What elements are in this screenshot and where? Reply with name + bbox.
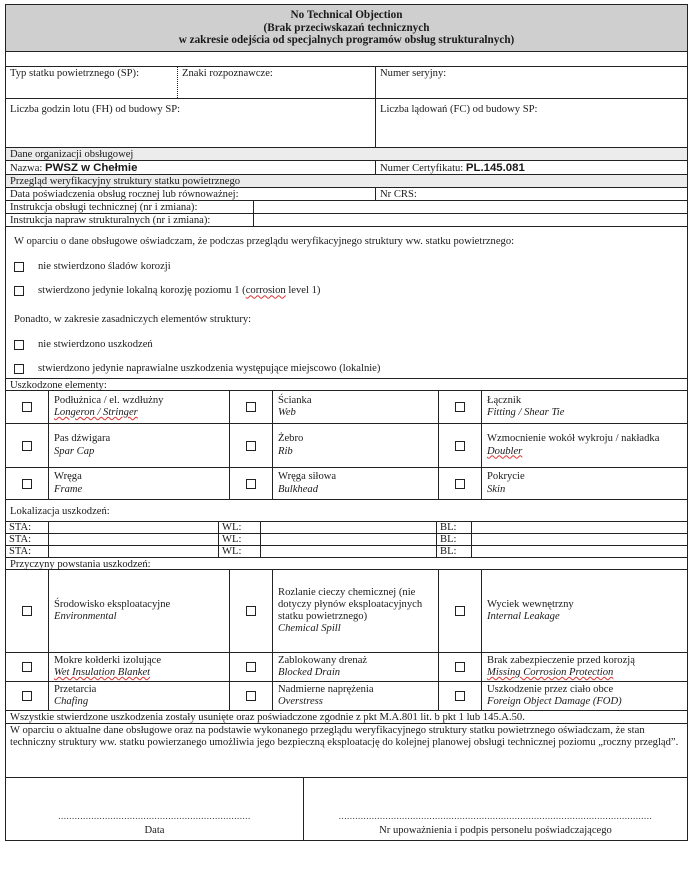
item-label — [49, 570, 230, 652]
item-name-en: Rib — [278, 445, 293, 457]
item-name-pl: Przetarcia — [54, 683, 97, 695]
item-name-pl: Podłużnica / el. wzdłużny — [54, 394, 164, 406]
date-dotted-line: ...................................................................... — [58, 810, 251, 821]
option-local-corrosion-term: corrosion — [245, 285, 286, 297]
item-name-en: Frame — [54, 483, 83, 495]
review-section-label: Przegląd weryfikacyjny struktury statku powietrznego — [10, 176, 241, 187]
aircraft-usage-row — [6, 99, 687, 148]
signature-row — [6, 778, 687, 840]
location-wl-label: WL: — [219, 546, 261, 557]
causes-grid-row — [6, 570, 687, 653]
checkbox-cell[interactable] — [6, 682, 49, 710]
checkbox-cell[interactable] — [439, 682, 482, 710]
item-name-pl: Nadmierne naprężenia — [278, 683, 374, 695]
review-date-label: Data poświadczenia obsług rocznej lub równoważnej: — [10, 189, 239, 200]
repair-manual-row[interactable] — [6, 214, 687, 227]
option-local-corrosion-label — [38, 285, 320, 297]
review-date-row — [6, 188, 687, 201]
item-name-pl: Wyciek wewnętrzny — [487, 598, 574, 610]
checkbox[interactable] — [22, 606, 32, 616]
landings-label: Liczba lądowań (FC) od budowy SP: — [380, 104, 538, 115]
review-date-field[interactable] — [6, 188, 376, 200]
damaged-section-label: Uszkodzone elementy: — [10, 380, 107, 392]
date-field[interactable] — [6, 778, 304, 840]
checkbox[interactable] — [455, 441, 465, 451]
location-section-row — [6, 500, 687, 522]
flight-hours-field[interactable] — [6, 99, 376, 147]
checkbox[interactable] — [22, 662, 32, 672]
location-row — [6, 534, 687, 546]
item-name-en: Web — [278, 407, 296, 419]
flight-hours-label: Liczba godzin lotu (FH) od budowy SP: — [10, 104, 181, 115]
crs-label: Nr CRS: — [380, 189, 417, 200]
item-label — [273, 424, 439, 467]
damaged-section-row — [6, 379, 687, 391]
form-title: No Technical Objection — [290, 8, 403, 21]
option-local-damage[interactable] — [14, 358, 679, 376]
checkbox[interactable] — [455, 402, 465, 412]
item-label — [49, 682, 230, 710]
maintenance-manual-label: Instrukcja obsługi technicznej (nr i zmiana): — [6, 201, 254, 213]
checkbox-cell[interactable] — [439, 391, 482, 423]
checkbox[interactable] — [246, 691, 256, 701]
damaged-grid-row — [6, 424, 687, 468]
item-name-en: Chemical Spill — [278, 623, 341, 635]
causes-grid-row — [6, 653, 687, 682]
signature-label: Nr upoważnienia i podpis personelu poświadczającego — [379, 824, 612, 836]
statement-intro: W oparciu o dane obsługowe oświadczam, że podczas przeglądu weryfikacyjnego struktury ww. statku powietrznego: — [14, 236, 515, 247]
location-value-field[interactable] — [49, 534, 219, 545]
item-label — [482, 468, 687, 499]
causes-grid-row — [6, 682, 687, 711]
checkbox[interactable] — [455, 662, 465, 672]
checkbox[interactable] — [246, 402, 256, 412]
item-name-en: Wet Insulation Blanket — [54, 667, 151, 679]
item-name-en: Skin — [487, 483, 506, 495]
certificate-field — [376, 161, 687, 174]
checkbox[interactable] — [22, 479, 32, 489]
item-name-en: Overstress — [278, 696, 323, 708]
location-value-field[interactable] — [472, 546, 687, 557]
checkbox-no-corrosion[interactable] — [14, 262, 24, 272]
landings-field[interactable] — [376, 99, 687, 147]
item-name-pl: Łącznik — [487, 394, 522, 406]
location-bl-label: BL: — [437, 546, 472, 557]
item-name-pl: Pokrycie — [487, 471, 525, 483]
option-no-corrosion[interactable] — [14, 256, 679, 280]
item-label — [273, 391, 439, 423]
no-technical-objection-form — [5, 4, 688, 841]
location-value-field[interactable] — [472, 534, 687, 545]
location-row — [6, 522, 687, 534]
option-no-damage-label: nie stwierdzono uszkodzeń — [38, 338, 153, 350]
checkbox-cell[interactable] — [439, 468, 482, 499]
aircraft-type-field[interactable] — [6, 67, 178, 98]
damaged-elements-grid — [6, 391, 687, 500]
item-label — [49, 468, 230, 499]
declaration-text: W oparciu o aktualne dane obsługowe oraz na podstawie wykonanego przeglądu weryfikacyjnego struktury statku powietrznego oświadczam, że stan techniczny struktury ww. statku powierzanego umożliwia jego bezpieczną eksploatację do kolejnej planowej obsługi technicznej poziomu „roczny przegląd”. — [10, 725, 679, 749]
item-name-en: Fitting / Shear Tie — [487, 407, 565, 419]
declaration-row — [6, 724, 687, 778]
item-label — [49, 653, 230, 681]
org-name-row — [6, 161, 687, 175]
checkbox-cell[interactable] — [6, 468, 49, 499]
statement-block — [6, 227, 687, 379]
statement-moreover: Ponadto, w zakresie zasadniczych elementów struktury: — [14, 313, 252, 325]
item-label — [49, 391, 230, 423]
causes-section-label: Przyczyny powstania uszkodzeń: — [10, 559, 151, 571]
spacer-row — [6, 52, 687, 67]
item-name-pl: Uszkodzenie przez ciało obce — [487, 683, 614, 695]
checkbox-cell[interactable] — [6, 391, 49, 423]
checkbox-local-corrosion[interactable] — [14, 286, 24, 296]
checkbox-cell[interactable] — [439, 570, 482, 652]
item-name-en: Spar Cap — [54, 445, 95, 457]
option-no-damage[interactable] — [14, 334, 679, 358]
checkbox[interactable] — [22, 441, 32, 451]
item-name-en: Chafing — [54, 696, 89, 708]
org-section-row — [6, 148, 687, 161]
damaged-grid-row — [6, 468, 687, 500]
location-value-field[interactable] — [261, 534, 437, 545]
checkbox[interactable] — [455, 691, 465, 701]
checkbox-cell[interactable] — [230, 424, 273, 467]
location-value-field[interactable] — [49, 546, 219, 557]
form-subtitle-line1: (Brak przeciwskazań technicznych — [263, 21, 430, 34]
location-wl-label: WL: — [219, 522, 261, 533]
org-name-field — [6, 161, 376, 174]
item-label — [273, 468, 439, 499]
item-label — [273, 653, 439, 681]
certificate-label: Numer Certyfikatu: — [380, 163, 464, 174]
item-name-pl: Żebro — [278, 433, 304, 445]
org-name-label: Nazwa: — [10, 163, 43, 174]
item-name-en: Missing Corrosion Protection — [487, 667, 614, 679]
repair-manual-value[interactable] — [254, 214, 687, 226]
checkbox-cell[interactable] — [230, 468, 273, 499]
option-local-corrosion[interactable] — [14, 280, 679, 304]
item-name-pl: Pas dźwigara — [54, 433, 111, 445]
location-wl-label: WL: — [219, 534, 261, 545]
item-name-pl: Brak zabezpieczenie przed korozją — [487, 654, 635, 666]
org-section-label: Dane organizacji obsługowej — [10, 149, 134, 160]
option-local-corrosion-text: stwierdzono jedynie lokalną korozję poziomu 1 ( — [38, 285, 246, 297]
option-no-corrosion-label: nie stwierdzono śladów korozji — [38, 261, 171, 273]
form-subtitle-line2: w zakresie odejścia od specjalnych programów obsług strukturalnych) — [178, 34, 515, 47]
checkbox[interactable] — [22, 402, 32, 412]
aircraft-type-label: Typ statku powietrznego (SP): — [10, 68, 140, 79]
item-name-pl: Mokre kołderki izolujące — [54, 654, 162, 666]
certificate-value: PL.145.081 — [465, 162, 525, 174]
item-label — [482, 391, 687, 423]
checkbox[interactable] — [455, 479, 465, 489]
item-name-pl: Środowisko eksploatacyjne — [54, 598, 171, 610]
checkbox-cell[interactable] — [6, 424, 49, 467]
location-sta-label: STA: — [6, 534, 49, 545]
damaged-grid-row — [6, 391, 687, 424]
item-name-en: Bulkhead — [278, 483, 319, 495]
signature-dotted-line: .................................................................................................................. — [338, 810, 653, 821]
org-name-value: PWSZ w Chełmie — [45, 162, 138, 174]
item-name-pl: Wzmocnienie wokół wykroju / nakładka — [487, 433, 660, 445]
registration-field[interactable] — [178, 67, 376, 98]
item-name-pl: Zablokowany drenaż — [278, 654, 368, 666]
checkbox-local-damage[interactable] — [14, 364, 24, 374]
item-label — [482, 653, 687, 681]
item-label — [273, 682, 439, 710]
option-local-damage-label: stwierdzono jedynie naprawialne uszkodzenia występujące miejscowo (lokalnie) — [38, 362, 381, 374]
removed-statement: Wszystkie stwierdzone uszkodzenia zostały usunięte oraz poświadczone zgodnie z pkt M.A.801 lit. b pkt 1 lub 145.A.50. — [10, 712, 525, 724]
signature-field[interactable] — [304, 778, 687, 840]
location-rows — [6, 522, 687, 558]
causes-section-row — [6, 558, 687, 570]
registration-label: Znaki rozpoznawcze: — [182, 68, 273, 79]
option-local-corrosion-level: level 1) — [285, 285, 321, 297]
checkbox[interactable] — [246, 441, 256, 451]
checkbox-cell[interactable] — [6, 570, 49, 652]
location-value-field[interactable] — [49, 522, 219, 533]
checkbox[interactable] — [455, 606, 465, 616]
item-name-en: Doubler — [487, 445, 523, 457]
item-name-pl: Ścianka — [278, 394, 312, 406]
item-name-en: Foreign Object Damage (FOD) — [487, 696, 622, 708]
checkbox-cell[interactable] — [230, 653, 273, 681]
location-value-field[interactable] — [261, 522, 437, 533]
location-row — [6, 546, 687, 558]
item-name-pl: Rozlanie cieczy chemicznej (nie dotyczy płynów eksploatacyjnych statku powietrznego) — [278, 586, 423, 623]
checkbox[interactable] — [246, 479, 256, 489]
item-label — [273, 570, 439, 652]
checkbox-no-damage[interactable] — [14, 340, 24, 350]
checkbox[interactable] — [246, 662, 256, 672]
checkbox-cell[interactable] — [6, 653, 49, 681]
checkbox[interactable] — [22, 691, 32, 701]
item-name-en: Internal Leakage — [487, 611, 560, 623]
location-section-label: Lokalizacja uszkodzeń: — [10, 506, 110, 518]
checkbox-cell[interactable] — [439, 424, 482, 467]
item-name-en: Longeron / Stringer — [54, 407, 138, 419]
checkbox-cell[interactable] — [439, 653, 482, 681]
checkbox[interactable] — [246, 606, 256, 616]
item-name-pl: Wręga siłowa — [278, 471, 337, 483]
maintenance-manual-row[interactable] — [6, 201, 687, 214]
location-sta-label: STA: — [6, 546, 49, 557]
checkbox-cell[interactable] — [230, 682, 273, 710]
location-bl-label: BL: — [437, 522, 472, 533]
review-section-row — [6, 175, 687, 188]
location-bl-label: BL: — [437, 534, 472, 545]
damage-causes-grid — [6, 570, 687, 711]
aircraft-id-row — [6, 67, 687, 99]
item-name-pl: Wręga — [54, 471, 82, 483]
date-label: Data — [144, 824, 165, 836]
removed-statement-row — [6, 711, 687, 724]
item-label — [49, 424, 230, 467]
repair-manual-label: Instrukcja napraw strukturalnych (nr i zmiana): — [6, 214, 254, 226]
maintenance-manual-value[interactable] — [254, 201, 687, 213]
serial-number-field[interactable] — [376, 67, 687, 98]
form-header — [6, 5, 687, 52]
serial-number-label: Numer seryjny: — [380, 68, 447, 79]
item-name-en: Environmental — [54, 611, 117, 623]
item-name-en: Blocked Drain — [278, 667, 341, 679]
item-label — [482, 424, 687, 467]
crs-field[interactable] — [376, 188, 687, 200]
checkbox-cell[interactable] — [230, 391, 273, 423]
item-label — [482, 682, 687, 710]
location-value-field[interactable] — [472, 522, 687, 533]
item-label — [482, 570, 687, 652]
location-value-field[interactable] — [261, 546, 437, 557]
checkbox-cell[interactable] — [230, 570, 273, 652]
location-sta-label: STA: — [6, 522, 49, 533]
